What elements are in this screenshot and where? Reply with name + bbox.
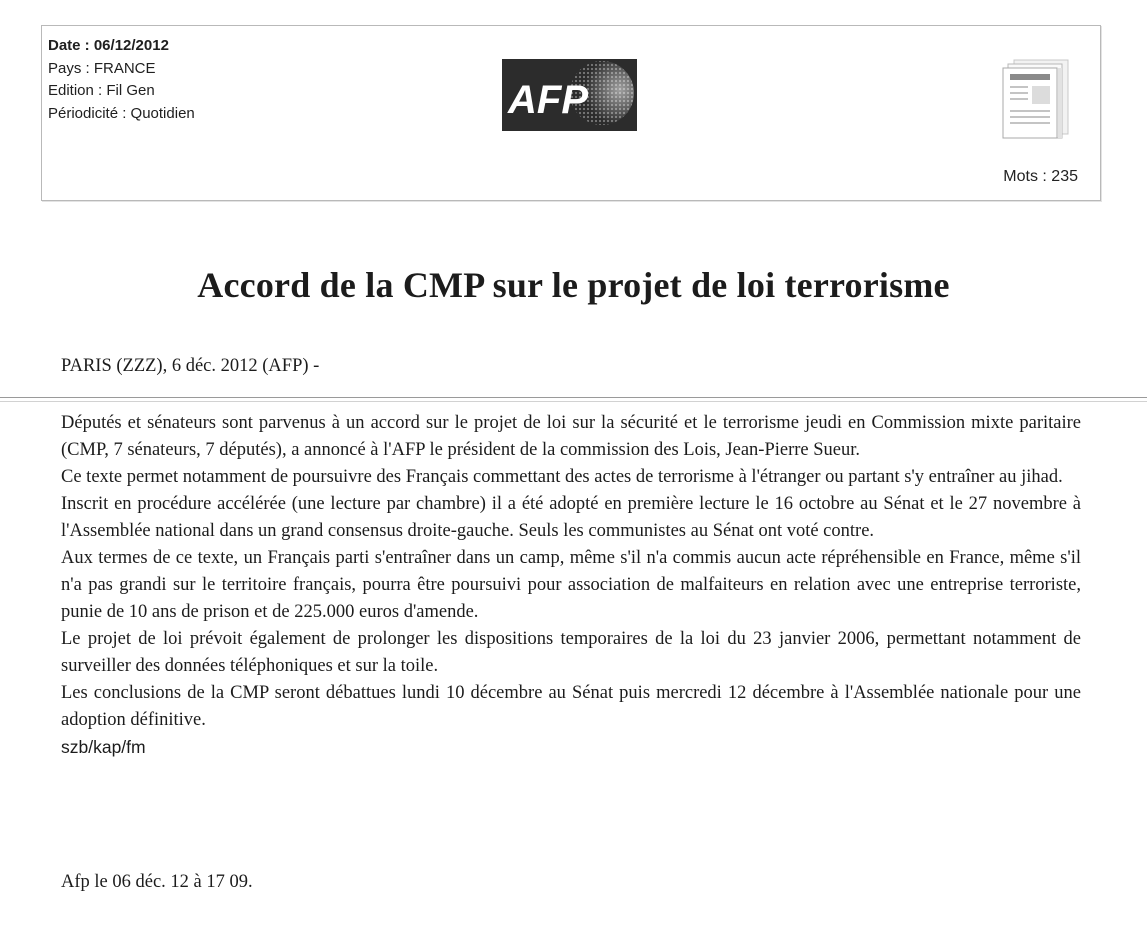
divider [0, 401, 1147, 402]
article-body [61, 410, 1081, 761]
afp-logo-text: AFP [508, 78, 588, 122]
article-paragraph: Ce texte permet notamment de poursuivre des Français commettant des actes de terrorisme à l'étranger ou partant s'y entraîner au jihad. [61, 467, 1063, 487]
periodicity-label: Périodicité : Quotidien [48, 104, 195, 122]
date-label: Date : 06/12/2012 [48, 37, 169, 54]
author-signoff: szb/kap/fm [61, 737, 146, 757]
article-paragraph: Députés et sénateurs sont parvenus à un accord sur le projet de loi sur la sécurité et le terrorisme jeudi en Commission mixte paritaire (CMP, 7 sénateurs, 7 députés), a annoncé à l'AFP le président de la commission des Lois, Jean-Pierre Sueur. [61, 413, 1081, 460]
country-label: Pays : FRANCE [48, 59, 156, 77]
article-dateline: PARIS (ZZZ), 6 déc. 2012 (AFP) - [61, 356, 320, 376]
article-paragraph: Les conclusions de la CMP seront débattues lundi 10 décembre au Sénat puis mercredi 12 décembre à l'Assemblée nationale pour une adoption définitive. [61, 683, 1081, 730]
article-paragraph: Le projet de loi prévoit également de prolonger les dispositions temporaires de la loi du 23 janvier 2006, permettant notamment de surveiller des données téléphoniques et sur la toile. [61, 629, 1081, 676]
metadata-block [48, 35, 195, 125]
newspaper-stack-icon [1000, 54, 1076, 140]
divider [0, 397, 1147, 398]
article-footer: Afp le 06 déc. 12 à 17 09. [61, 872, 253, 892]
article-title: Accord de la CMP sur le projet de loi terrorisme [197, 265, 950, 305]
word-count: Mots : 235 [1003, 168, 1078, 185]
document-header [41, 25, 1101, 201]
article-paragraph: Aux termes de ce texte, un Français parti s'entraîner dans un camp, même s'il n'a commis aucun acte répréhensible en France, même s'il n'a pas grandi sur le territoire français, pourra être poursuivi pour association de malfaiteurs en relation avec une entreprise terroriste, punie de 10 ans de prison et de 225.000 euros d'amende. [61, 548, 1081, 622]
edition-label: Edition : Fil Gen [48, 82, 155, 99]
afp-logo [502, 59, 637, 131]
article-paragraph: Inscrit en procédure accélérée (une lecture par chambre) il a été adopté en première lecture le 16 octobre au Sénat et le 27 novembre à l'Assemblée national dans un grand consensus droite-gauche. Seuls les communistes au Sénat ont voté contre. [61, 494, 1081, 541]
